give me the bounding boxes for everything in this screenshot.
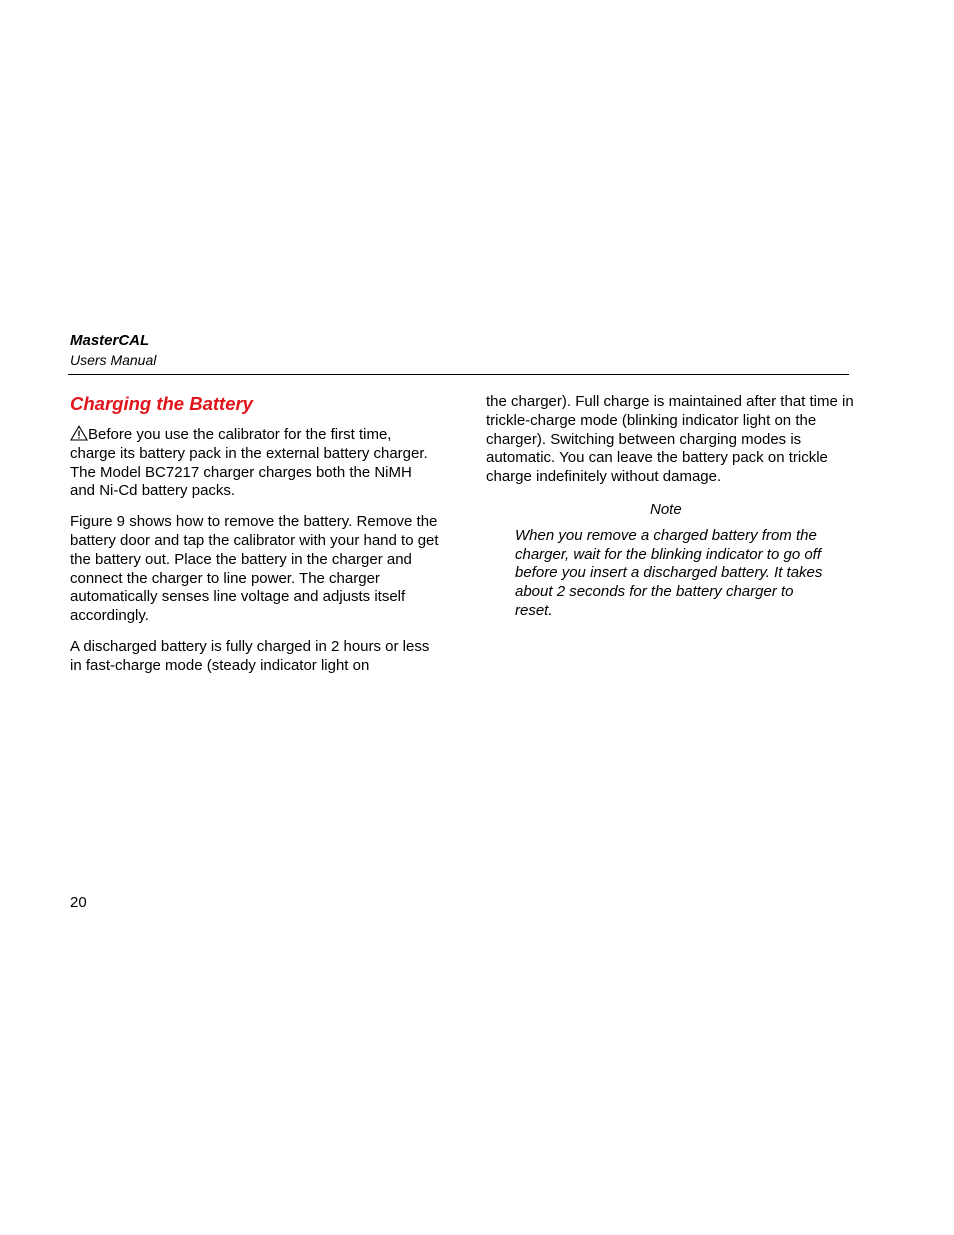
body-paragraph: A discharged battery is fully charged in 2 hours or less in fast-charge mode (steady indicator light on bbox=[70, 637, 430, 674]
note-text: When you remove a charged battery from the charger, wait for the blinking indicator to go off before you insert a discharged battery. It takes about 2 seconds for the battery charger to reset. bbox=[515, 526, 823, 619]
body-paragraph: Figure 9 shows how to remove the battery. Remove the battery door and tap the calibrator with your hand to get the battery out. Place the battery in the charger and connect the charger to line power. The charger automatically senses line voltage and adjusts itself accordingly. bbox=[70, 513, 439, 625]
header-product-name: MasterCAL bbox=[70, 332, 150, 349]
page-number: 20 bbox=[70, 894, 87, 911]
header-manual-title: Users Manual bbox=[70, 352, 157, 368]
warning-triangle-icon bbox=[70, 425, 88, 441]
right-column bbox=[486, 393, 854, 621]
left-column bbox=[70, 392, 440, 688]
warning-paragraph bbox=[70, 425, 440, 501]
note-block bbox=[486, 501, 854, 621]
body-paragraph: the charger). Full charge is maintained after that time in trickle-charge mode (blinking indicator light on the charger). Switching between charging modes is automatic. You can leave the battery pack on trickle charge indefinitely without damage. bbox=[486, 393, 854, 486]
note-title: Note bbox=[650, 500, 682, 518]
warning-paragraph-text: Before you use the calibrator for the first time, charge its battery pack in the external battery charger. The Model BC7217 charger charges both the NiMH and Ni-Cd battery packs. bbox=[70, 426, 428, 500]
header-divider bbox=[68, 374, 849, 375]
section-heading: Charging the Battery bbox=[70, 393, 253, 414]
